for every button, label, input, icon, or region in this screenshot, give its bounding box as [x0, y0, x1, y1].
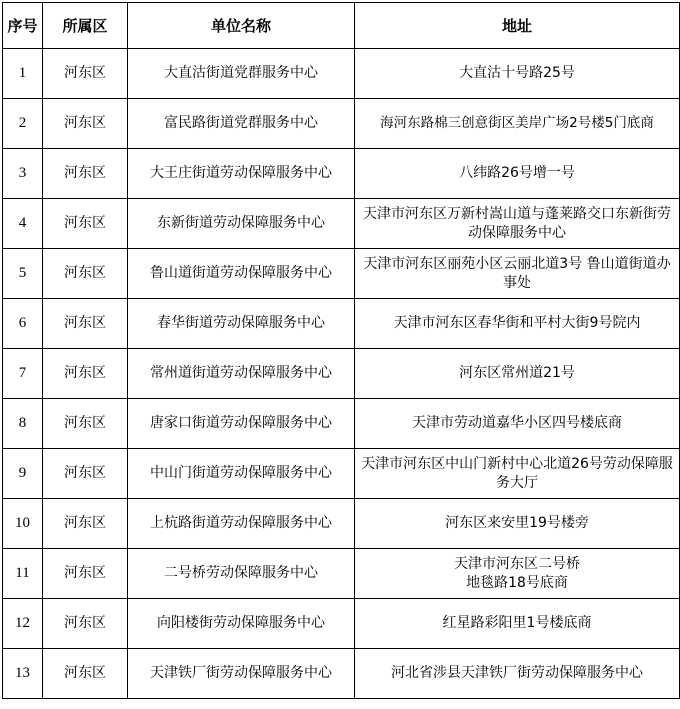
table-row [3, 649, 680, 699]
table-row [3, 349, 680, 399]
row-district: 河东区 [43, 649, 128, 699]
table-row [3, 449, 680, 499]
row-name: 大直沽街道党群服务中心 [128, 49, 355, 99]
row-district: 河东区 [43, 599, 128, 649]
row-no: 5 [3, 249, 43, 299]
row-address: 天津市河东区丽苑小区云丽北道3号 鲁山道街道办事处 [355, 249, 680, 299]
row-name: 向阳楼街劳动保障服务中心 [128, 599, 355, 649]
row-district: 河东区 [43, 199, 128, 249]
row-name: 二号桥劳动保障服务中心 [128, 549, 355, 599]
row-district: 河东区 [43, 249, 128, 299]
row-no: 9 [3, 449, 43, 499]
row-district: 河东区 [43, 49, 128, 99]
header-name: 单位名称 [128, 3, 355, 49]
row-no: 1 [3, 49, 43, 99]
row-district: 河东区 [43, 349, 128, 399]
row-address: 海河东路棉三创意街区美岸广场2号楼5门底商 [355, 99, 680, 149]
row-name: 鲁山道街道劳动保障服务中心 [128, 249, 355, 299]
header-address: 地址 [355, 3, 680, 49]
service-center-table [2, 2, 680, 699]
row-address: 八纬路26号增一号 [355, 149, 680, 199]
table-header-row [3, 3, 680, 49]
table-row [3, 299, 680, 349]
row-address [355, 549, 680, 599]
row-no: 10 [3, 499, 43, 549]
row-name: 大王庄街道劳动保障服务中心 [128, 149, 355, 199]
header-no: 序号 [3, 3, 43, 49]
row-district: 河东区 [43, 149, 128, 199]
table-row [3, 99, 680, 149]
row-name: 中山门街道劳动保障服务中心 [128, 449, 355, 499]
row-address: 河东区来安里19号楼旁 [355, 499, 680, 549]
row-address: 红星路彩阳里1号楼底商 [355, 599, 680, 649]
row-name: 东新街道劳动保障服务中心 [128, 199, 355, 249]
row-address-line: 天津市河东区二号桥 [454, 555, 580, 572]
row-no: 4 [3, 199, 43, 249]
row-address: 河东区常州道21号 [355, 349, 680, 399]
row-address: 大直沽十号路25号 [355, 49, 680, 99]
row-address: 天津市劳动道嘉华小区四号楼底商 [355, 399, 680, 449]
row-no: 6 [3, 299, 43, 349]
row-address: 天津市河东区万新村嵩山道与蓬莱路交口东新街劳动保障服务中心 [355, 199, 680, 249]
table-row [3, 549, 680, 599]
row-district: 河东区 [43, 399, 128, 449]
row-name: 常州道街道劳动保障服务中心 [128, 349, 355, 399]
row-district: 河东区 [43, 99, 128, 149]
row-name: 春华街道劳动保障服务中心 [128, 299, 355, 349]
row-no: 8 [3, 399, 43, 449]
table-row [3, 399, 680, 449]
table-row [3, 499, 680, 549]
row-no: 11 [3, 549, 43, 599]
row-address: 河北省涉县天津铁厂街劳动保障服务中心 [355, 649, 680, 699]
row-name: 唐家口街道劳动保障服务中心 [128, 399, 355, 449]
table-row [3, 249, 680, 299]
table-row [3, 149, 680, 199]
row-address: 天津市河东区中山门新村中心北道26号劳动保障服务大厅 [355, 449, 680, 499]
row-no: 3 [3, 149, 43, 199]
header-district: 所属区 [43, 3, 128, 49]
row-district: 河东区 [43, 549, 128, 599]
row-no: 2 [3, 99, 43, 149]
table-row [3, 599, 680, 649]
table-row [3, 199, 680, 249]
row-address: 天津市河东区春华街和平村大街9号院内 [355, 299, 680, 349]
row-address-line: 地毯路18号底商 [466, 574, 568, 591]
row-name: 上杭路街道劳动保障服务中心 [128, 499, 355, 549]
row-district: 河东区 [43, 499, 128, 549]
row-district: 河东区 [43, 299, 128, 349]
row-name: 天津铁厂街劳动保障服务中心 [128, 649, 355, 699]
row-district: 河东区 [43, 449, 128, 499]
row-no: 13 [3, 649, 43, 699]
row-no: 7 [3, 349, 43, 399]
table-row [3, 49, 680, 99]
row-no: 12 [3, 599, 43, 649]
row-name: 富民路街道党群服务中心 [128, 99, 355, 149]
